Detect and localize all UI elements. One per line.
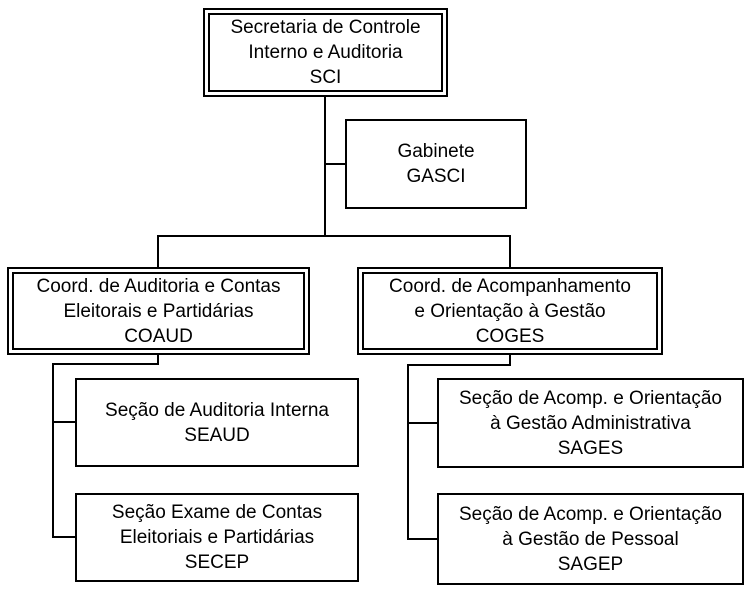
- org-box-coges-line-1: Coord. de Acompanhamento: [389, 275, 631, 297]
- connector-sages-stub: [407, 422, 439, 424]
- org-box-sages-line-1: Seção de Acomp. e Orientação: [459, 387, 722, 409]
- org-box-secep-line-2: Eleitoriais e Partidárias: [119, 527, 315, 548]
- org-box-gasci-line-1: Gabinete: [397, 141, 475, 162]
- org-box-secep: [75, 493, 359, 582]
- org-box-sages-line-2: à Gestão Administrativa: [490, 412, 691, 434]
- org-box-coaud-acronym: COAUD: [124, 325, 193, 347]
- connector-secep-stub: [52, 536, 77, 538]
- org-box-sci: [203, 8, 448, 97]
- connector-coaud-drop: [157, 235, 159, 267]
- org-box-sci-acronym: SCI: [309, 67, 342, 88]
- connector-gasci-stub: [324, 163, 347, 165]
- org-box-coges: [357, 267, 663, 355]
- connector-sagep-stub: [407, 538, 439, 540]
- org-box-sci-line-1: Secretaria de Controle: [230, 17, 421, 38]
- connector-coaud-trunk: [52, 363, 54, 538]
- connector-seaud-stub: [52, 421, 77, 423]
- org-box-coges-line-2: e Orientação à Gestão: [414, 300, 606, 322]
- org-box-gasci: [345, 119, 527, 209]
- org-box-sagep-line-2: à Gestão de Pessoal: [502, 528, 679, 550]
- org-box-sci-line-2: Interno e Auditoria: [248, 42, 403, 63]
- connector-coges-drop: [509, 235, 511, 267]
- org-box-secep-acronym: SECEP: [184, 552, 250, 573]
- org-box-sagep-line-1: Seção de Acomp. e Orientação: [459, 503, 722, 525]
- connector-coaud-elbow: [52, 363, 159, 365]
- org-box-sagep-acronym: SAGEP: [557, 553, 624, 575]
- org-box-coaud-line-1: Coord. de Auditoria e Contas: [36, 275, 281, 297]
- org-box-sages-acronym: SAGES: [557, 437, 624, 459]
- org-box-seaud-acronym: SEAUD: [184, 424, 250, 446]
- connector-coges-elbow: [407, 364, 511, 366]
- org-box-seaud-line-1: Seção de Auditoria Interna: [105, 399, 329, 421]
- org-box-gasci-acronym: GASCI: [406, 166, 466, 187]
- connector-sci-trunk: [324, 97, 326, 236]
- org-box-seaud: [75, 378, 359, 467]
- org-box-sagep: [437, 493, 744, 585]
- org-box-coaud-line-2: Eleitorais e Partidárias: [63, 300, 254, 322]
- connector-split-horizontal: [157, 235, 511, 237]
- org-box-sages: [437, 378, 744, 468]
- org-box-secep-line-1: Seção Exame de Contas: [111, 502, 323, 523]
- connector-coges-trunk: [407, 364, 409, 540]
- org-box-coges-acronym: COGES: [475, 325, 545, 347]
- org-box-coaud: [7, 267, 310, 355]
